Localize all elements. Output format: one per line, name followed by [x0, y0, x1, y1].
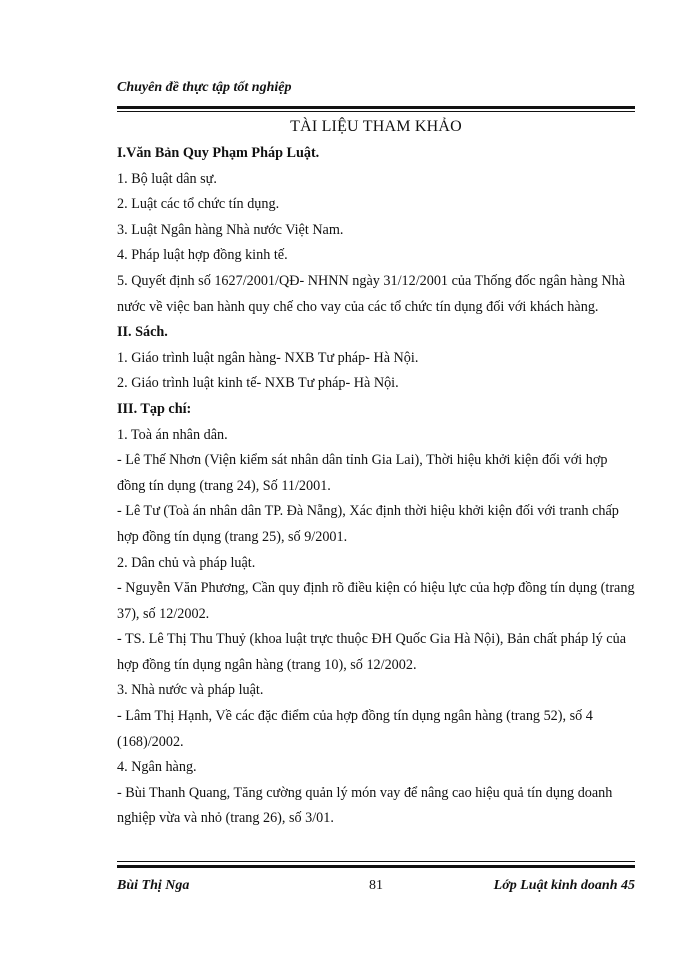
reference-item: 5. Quyết định số 1627/2001/QĐ- NHNN ngày 31/12/2001 của Thống đốc ngân hàng Nhà nước về việc ban hành quy chế cho vay của các tổ chức tín dụng đối với khách hàng. [117, 272, 626, 315]
reference-item: 4. Pháp luật hợp đồng kinh tế. [117, 247, 288, 264]
footer-rule-thin [117, 861, 635, 862]
footer-class-name: Lớp Luật kinh doanh 45 [493, 878, 635, 893]
header-title: Chuyên đề thực tập tốt nghiệp [117, 80, 292, 95]
document-title: TÀI LIỆU THAM KHẢO [290, 118, 462, 135]
reference-item: 3. Nhà nước và pháp luật. [117, 682, 264, 699]
reference-item: 1. Toà án nhân dân. [117, 426, 228, 443]
reference-item: 4. Ngân hàng. [117, 759, 197, 776]
page-number: 81 [369, 878, 383, 893]
reference-item: 3. Luật Ngân hàng Nhà nước Việt Nam. [117, 221, 344, 238]
reference-item: 1. Giáo trình luật ngân hàng- NXB Tư pháp- Hà Nội. [117, 349, 419, 366]
reference-item: 2. Giáo trình luật kinh tế- NXB Tư pháp- Hà Nội. [117, 375, 399, 392]
reference-item: 2. Dân chủ và pháp luật. [117, 554, 256, 571]
reference-item: 1. Bộ luật dân sự. [117, 170, 217, 187]
reference-item: 2. Luật các tổ chức tín dụng. [117, 196, 280, 213]
section-heading: I.Văn Bản Quy Phạm Pháp Luật. [117, 145, 320, 161]
reference-item: - Lâm Thị Hạnh, Về các đặc điểm của hợp đồng tín dụng ngân hàng (trang 52), số 4 (168)/2002. [117, 708, 593, 750]
section-heading: II. Sách. [117, 324, 168, 341]
reference-item: - Lê Thế Nhơn (Viện kiểm sát nhân dân tỉnh Gia Lai), Thời hiệu khởi kiện đối với hợp đồng tín dụng (trang 24), Số 11/2001. [117, 452, 608, 494]
reference-item: - Bùi Thanh Quang, Tăng cường quản lý món vay để nâng cao hiệu quả tín dụng doanh nghiệp vừa và nhỏ (trang 26), số 3/01. [117, 784, 613, 827]
reference-item: - Nguyễn Văn Phương, Cần quy định rõ điều kiện có hiệu lực của hợp đồng tín dụng (trang 37), số 12/2002. [117, 580, 635, 622]
footer-author: Bùi Thị Nga [117, 878, 190, 893]
header-rule-thick [117, 106, 635, 109]
footer-rule-thick [117, 865, 635, 868]
reference-item: - Lê Tư (Toà án nhân dân TP. Đà Nẵng), Xác định thời hiệu khởi kiện đối với tranh chấp hợp đồng tín dụng (trang 25), số 9/2001. [117, 503, 619, 545]
page-footer [117, 878, 635, 898]
document-body [117, 141, 635, 832]
header-rule-thin [117, 111, 635, 112]
reference-item: - TS. Lê Thị Thu Thuỷ (khoa luật trực thuộc ĐH Quốc Gia Hà Nội), Bản chất pháp lý của hợp đồng tín dụng ngân hàng (trang 10), số 12/2002. [117, 631, 626, 673]
section-heading: III. Tạp chí: [117, 400, 192, 417]
